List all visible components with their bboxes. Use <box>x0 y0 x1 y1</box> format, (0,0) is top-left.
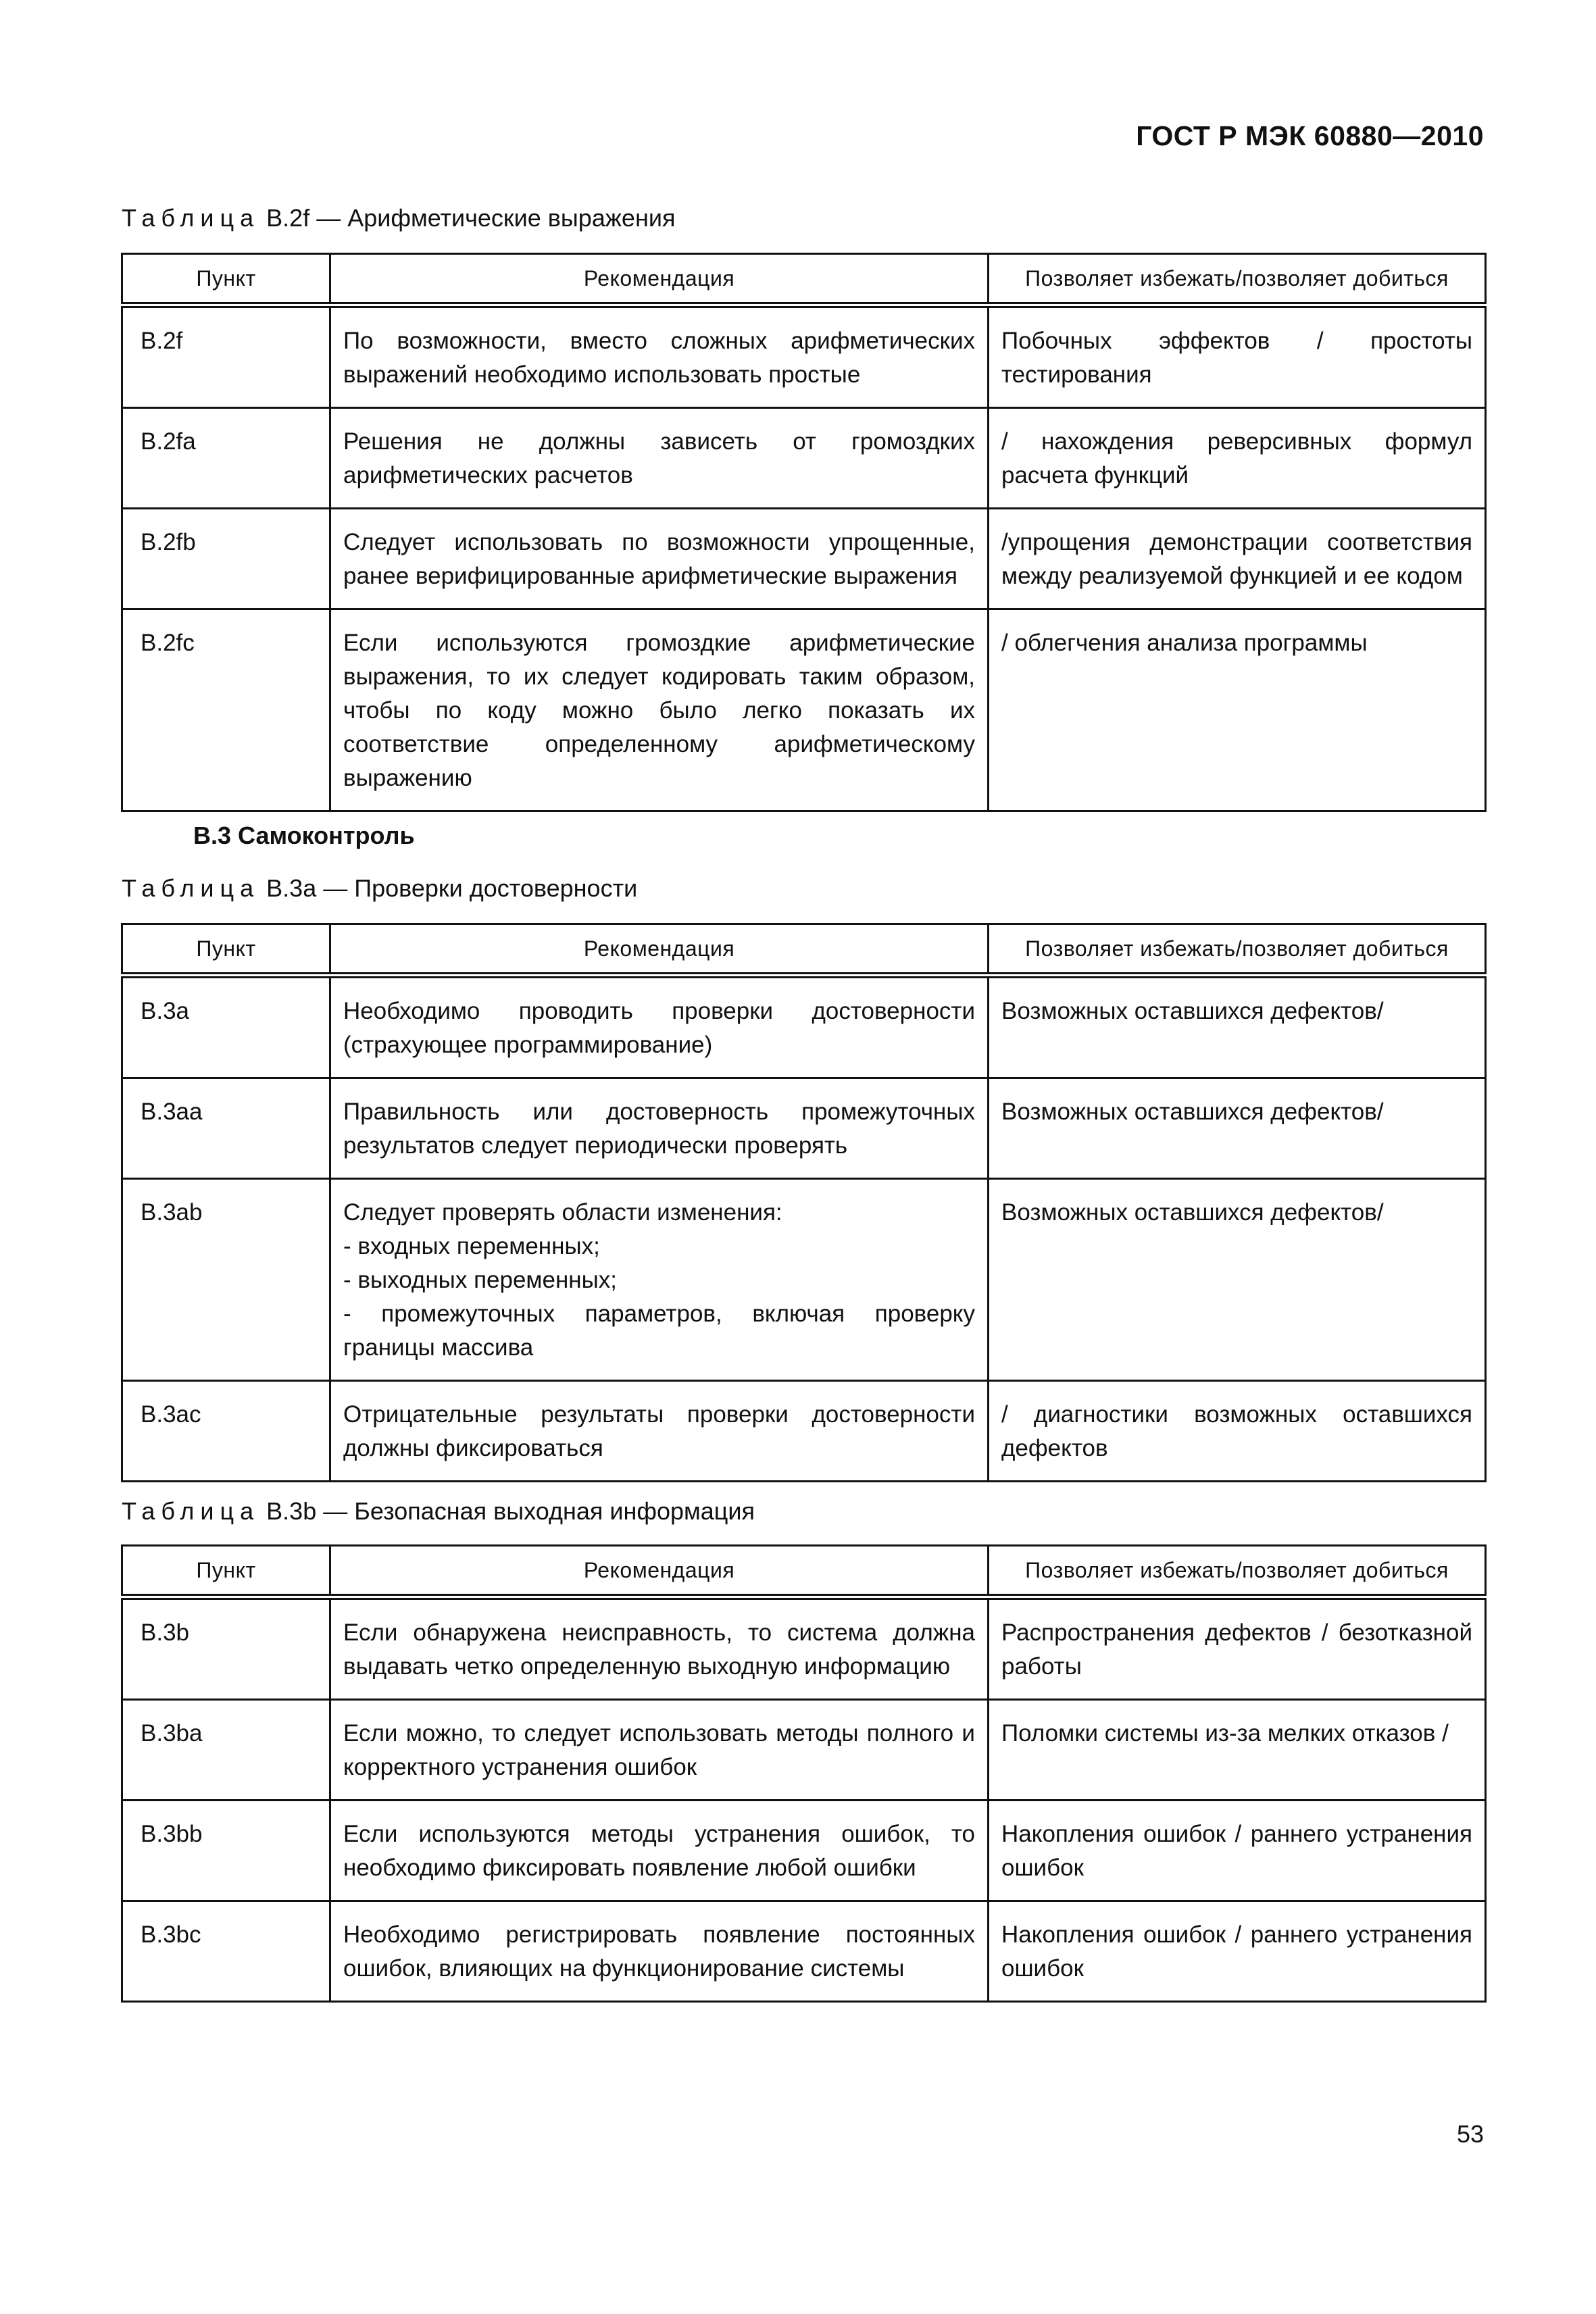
table-b3b-caption <box>122 1497 755 1526</box>
item-code: B.3ba <box>122 1700 330 1801</box>
item-code: B.3ab <box>122 1179 330 1381</box>
caption-text: B.3a — Проверки достоверности <box>266 874 638 902</box>
caption-prefix: Таблица <box>122 874 260 902</box>
caption-text: B.2f — Арифметические выражения <box>266 204 676 232</box>
recommendation-cell: Если используются громоздкие арифметические выражения, то их следует кодировать таким образом, чтобы по коду можно было легко показать их соответствие определенному арифметическому выражению <box>330 609 989 811</box>
column-header-item: Пункт <box>122 1546 330 1597</box>
recommendation-line: - промежуточных параметров, включая проверку границы массива <box>343 1301 975 1361</box>
item-code: B.2f <box>122 305 330 408</box>
recommendation-line: - входных переменных; <box>343 1233 600 1259</box>
page-number: 53 <box>1456 2120 1484 2148</box>
effect-cell: / диагностики возможных оставшихся дефектов <box>989 1381 1486 1482</box>
effect-cell: Возможных оставшихся дефектов/ <box>989 976 1486 1078</box>
recommendation-cell: Если обнаружена неисправность, то система должна выдавать четко определенную выходную информацию <box>330 1597 989 1700</box>
effect-cell: / облегчения анализа программы <box>989 609 1486 811</box>
recommendation-cell: По возможности, вместо сложных арифметических выражений необходимо использовать простые <box>330 305 989 408</box>
table-b3b <box>121 1544 1487 2003</box>
effect-cell: Накопления ошибок / раннего устранения ошибок <box>989 1801 1486 1901</box>
recommendation-cell: Отрицательные результаты проверки достоверности должны фиксироваться <box>330 1381 989 1482</box>
table-b3a-caption <box>122 874 637 903</box>
table-header-row <box>122 924 1486 976</box>
recommendation-cell <box>330 1179 989 1381</box>
item-code: B.3b <box>122 1597 330 1700</box>
table-row <box>122 408 1486 509</box>
item-code: B.2fb <box>122 509 330 609</box>
recommendation-cell: Необходимо регистрировать появление постоянных ошибок, влияющих на функционирование системы <box>330 1901 989 2002</box>
effect-cell: Распространения дефектов / безотказной работы <box>989 1597 1486 1700</box>
caption-prefix: Таблица <box>122 1497 260 1525</box>
item-code: B.3a <box>122 976 330 1078</box>
recommendation-cell: Решения не должны зависеть от громоздких арифметических расчетов <box>330 408 989 509</box>
column-header-effect: Позволяет избежать/позволяет добиться <box>989 254 1486 305</box>
table-b2f <box>121 253 1487 812</box>
effect-cell: Побочных эффектов / простоты тестирования <box>989 305 1486 408</box>
document-header: ГОСТ Р МЭК 60880—2010 <box>1136 120 1484 151</box>
table-header-row <box>122 1546 1486 1597</box>
column-header-effect: Позволяет избежать/позволяет добиться <box>989 924 1486 976</box>
table-row <box>122 1901 1486 2002</box>
section-title: B.3 Самоконтроль <box>193 822 415 849</box>
item-code: B.2fc <box>122 609 330 811</box>
column-header-recommendation: Рекомендация <box>330 254 989 305</box>
table-row <box>122 1381 1486 1482</box>
table-b2f-caption <box>122 204 675 232</box>
table-row <box>122 509 1486 609</box>
table-row <box>122 1179 1486 1381</box>
table-row <box>122 609 1486 811</box>
table-row <box>122 1078 1486 1179</box>
item-code: B.3bc <box>122 1901 330 2002</box>
recommendation-cell: Правильность или достоверность промежуточных результатов следует периодически проверять <box>330 1078 989 1179</box>
effect-cell: / нахождения реверсивных формул расчета функций <box>989 408 1486 509</box>
recommendation-cell: Необходимо проводить проверки достоверности (страхующее программирование) <box>330 976 989 1078</box>
item-code: B.3ac <box>122 1381 330 1482</box>
item-code: B.2fa <box>122 408 330 509</box>
effect-cell: /упрощения демонстрации соответствия между реализуемой функцией и ее кодом <box>989 509 1486 609</box>
recommendation-line: - выходных переменных; <box>343 1267 617 1293</box>
table-row <box>122 1597 1486 1700</box>
effect-cell: Поломки системы из-за мелких отказов / <box>989 1700 1486 1801</box>
recommendation-cell: Следует использовать по возможности упрощенные, ранее верифицированные арифметические выражения <box>330 509 989 609</box>
recommendation-cell: Если можно, то следует использовать методы полного и корректного устранения ошибок <box>330 1700 989 1801</box>
caption-text: B.3b — Безопасная выходная информация <box>266 1497 755 1525</box>
table-row <box>122 976 1486 1078</box>
item-code: B.3bb <box>122 1801 330 1901</box>
table-row <box>122 1700 1486 1801</box>
caption-prefix: Таблица <box>122 204 260 232</box>
table-header-row <box>122 254 1486 305</box>
table-row <box>122 1801 1486 1901</box>
column-header-item: Пункт <box>122 254 330 305</box>
item-code: B.3aa <box>122 1078 330 1179</box>
effect-cell: Накопления ошибок / раннего устранения ошибок <box>989 1901 1486 2002</box>
column-header-item: Пункт <box>122 924 330 976</box>
table-row <box>122 305 1486 408</box>
recommendation-cell: Если используются методы устранения ошибок, то необходимо фиксировать появление любой ошибки <box>330 1801 989 1901</box>
effect-cell: Возможных оставшихся дефектов/ <box>989 1179 1486 1381</box>
column-header-effect: Позволяет избежать/позволяет добиться <box>989 1546 1486 1597</box>
effect-cell: Возможных оставшихся дефектов/ <box>989 1078 1486 1179</box>
column-header-recommendation: Рекомендация <box>330 1546 989 1597</box>
table-b3a <box>121 923 1487 1482</box>
column-header-recommendation: Рекомендация <box>330 924 989 976</box>
recommendation-line: Следует проверять области изменения: <box>343 1199 782 1226</box>
